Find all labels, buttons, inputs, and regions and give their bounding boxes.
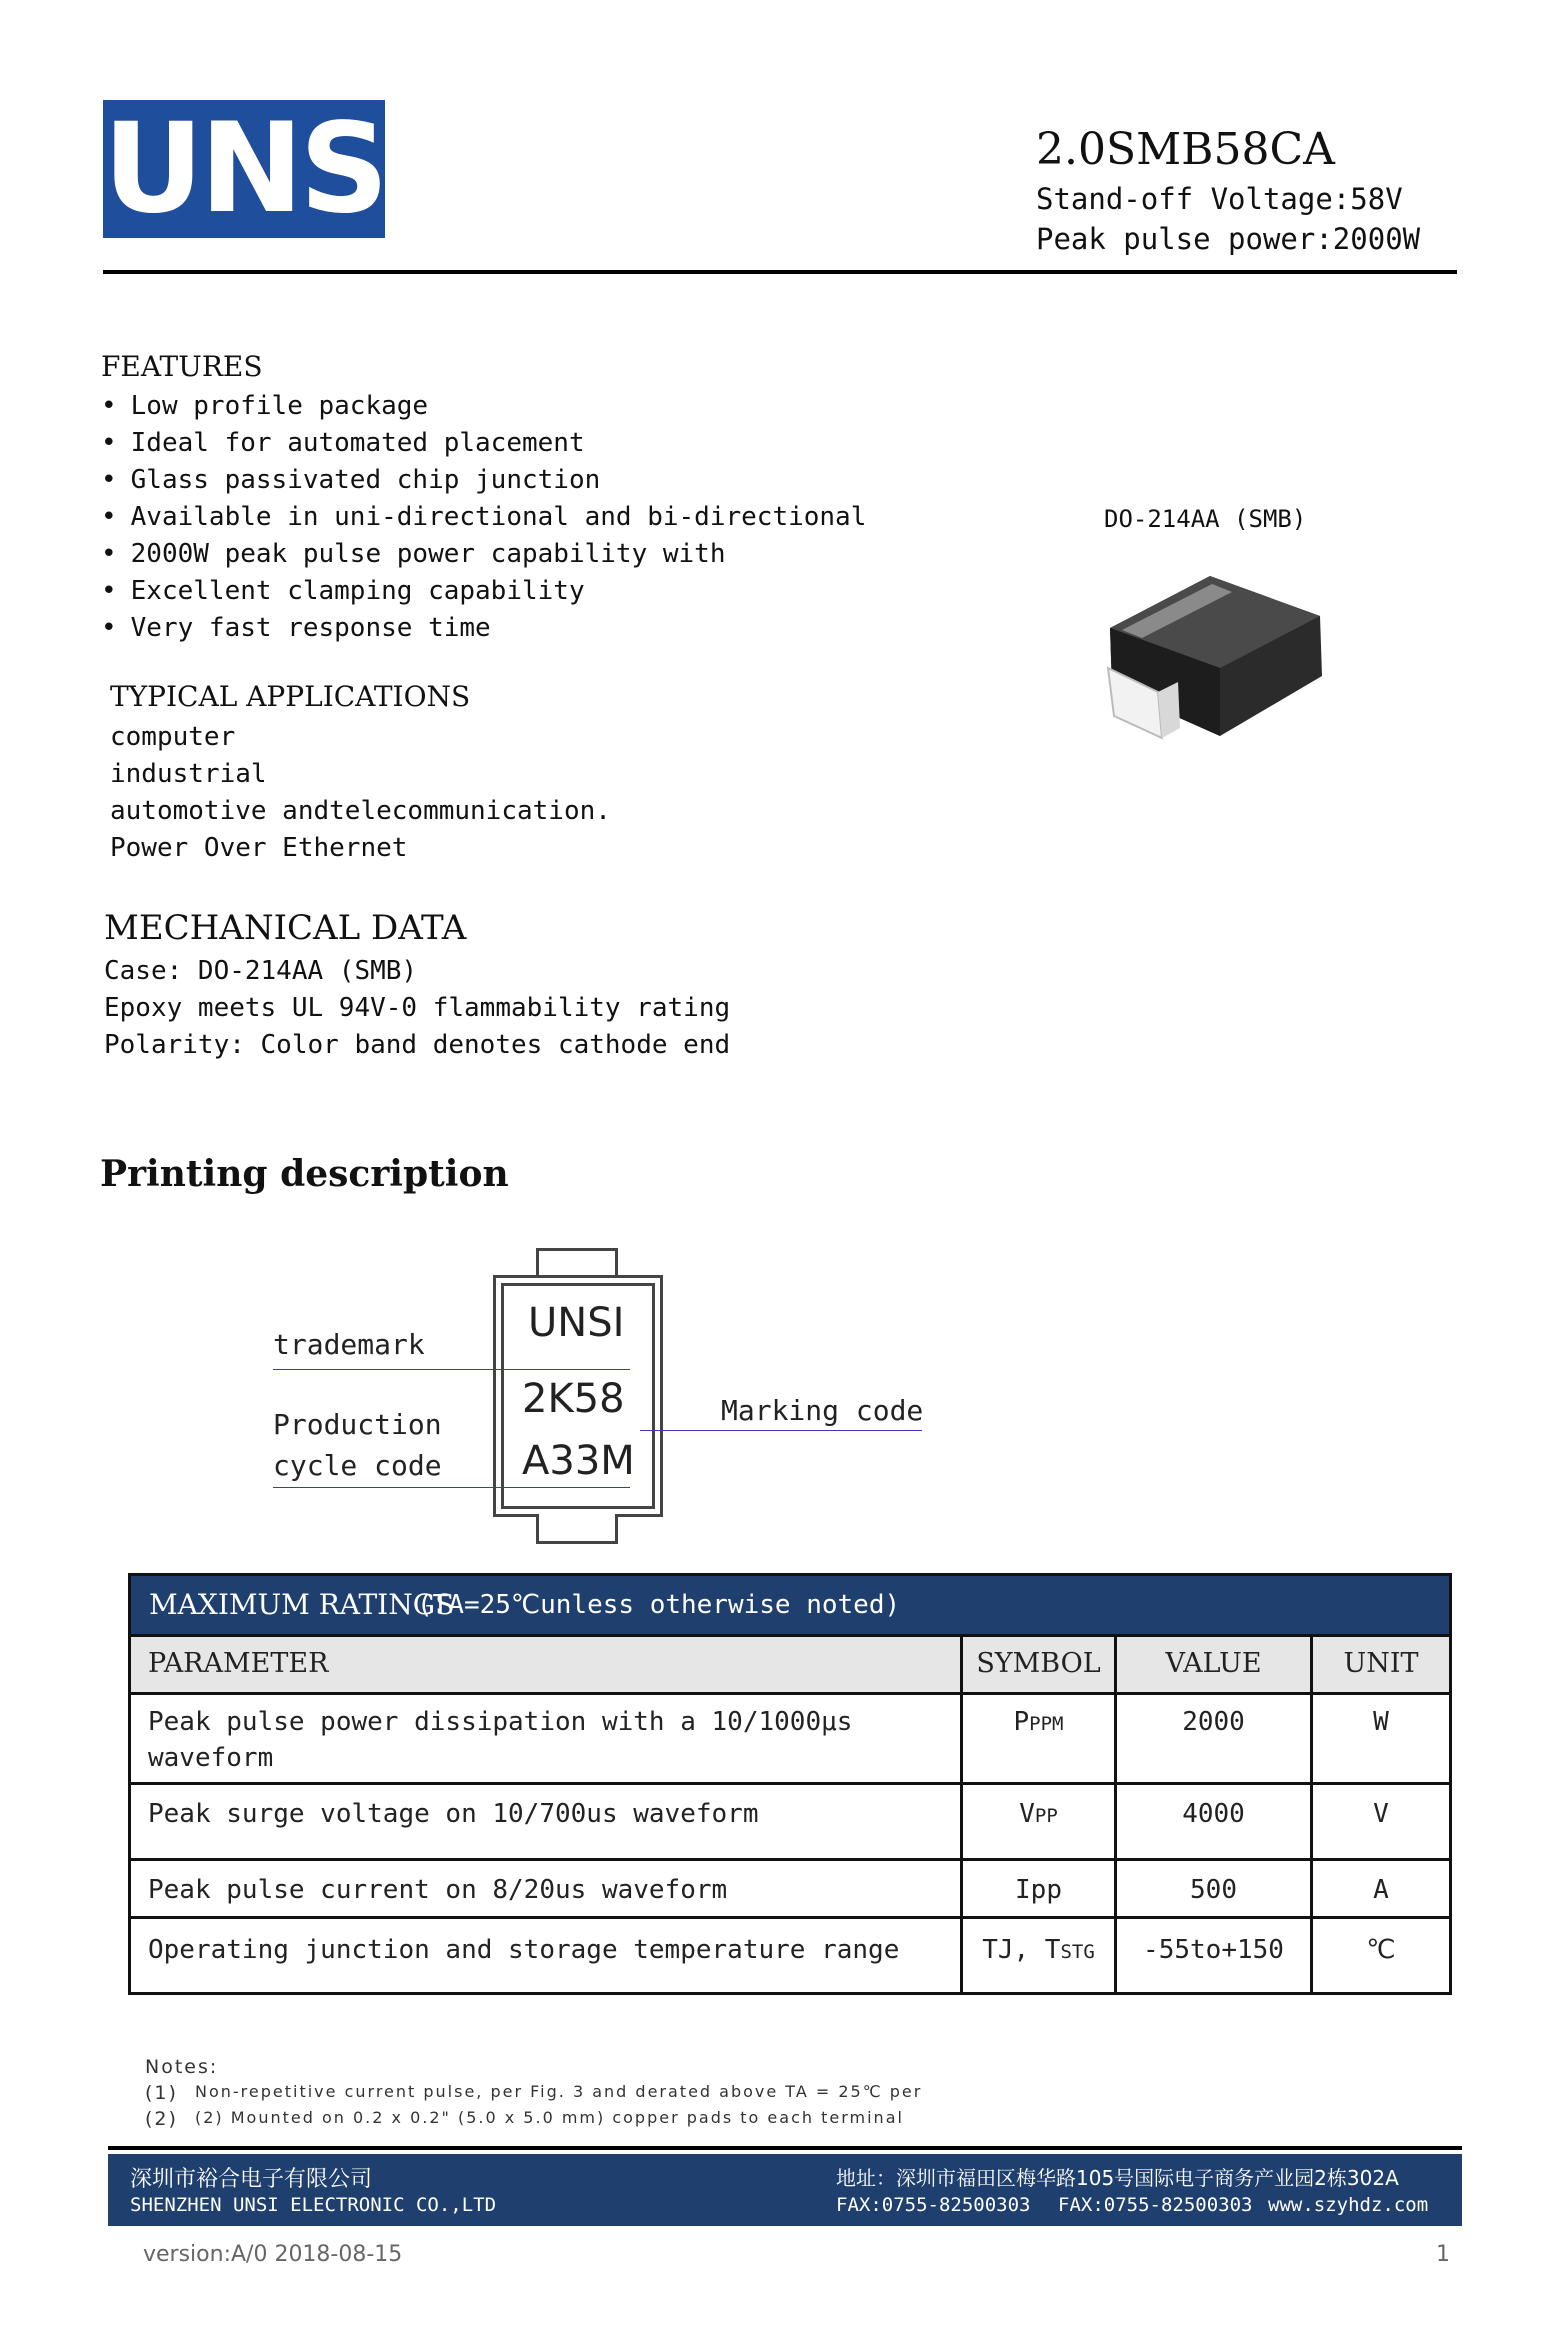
unsi-logo [103, 97, 427, 241]
footer-divider [108, 2146, 1462, 2150]
logo-text: UNSI [103, 97, 427, 241]
note-1: Non-repetitive current pulse, per Fig. 3 and derated above TA = 25℃ per [195, 2082, 923, 2101]
marking-leader-line [640, 1430, 922, 1431]
marking-tab-bottom [536, 1514, 618, 1544]
page-number: 1 [1436, 2242, 1450, 2267]
symbol-sub: PP [1034, 1805, 1058, 1827]
mechanical-item: Epoxy meets UL 94V-0 flammability rating [104, 993, 731, 1023]
row-symbol [963, 1796, 1114, 1834]
table-rule [131, 1692, 1449, 1695]
applications-list [110, 719, 611, 867]
row-symbol [963, 1872, 1114, 1910]
header-symbol: SYMBOL [976, 1648, 1101, 1679]
marking-line-trademark: UNSI [528, 1300, 625, 1346]
row-parameter: Operating junction and storage temperature range [148, 1935, 900, 1965]
row-value: -55to+150 [1143, 1935, 1284, 1965]
ratings-title-bar [131, 1576, 1449, 1634]
header-value: VALUE [1165, 1648, 1262, 1679]
feature-item: • Low profile package [101, 388, 866, 425]
note-2-number: (2) [145, 2108, 178, 2130]
feature-item: • Ideal for automated placement [101, 425, 866, 462]
feature-item: • 2000W peak pulse power capability with [101, 536, 866, 573]
marking-tab-top [536, 1248, 618, 1278]
mechanical-title: MECHANICAL DATA [104, 908, 467, 948]
part-number: 2.0SMB58CA [1036, 124, 1335, 175]
ratings-condition: (TA=25℃unless otherwise noted) [417, 1590, 901, 1620]
mechanical-item: Case: DO-214AA (SMB) [104, 956, 418, 986]
row-parameter: Peak surge voltage on 10/700us waveform [148, 1799, 759, 1829]
symbol-main: TJ, T [982, 1935, 1061, 1965]
company-website: www.szyhdz.com [1268, 2194, 1429, 2216]
marking-line-code: 2K58 [522, 1376, 625, 1422]
header-unit: UNIT [1343, 1648, 1419, 1679]
trademark-label: trademark [273, 1328, 425, 1361]
application-item: industrial [110, 759, 267, 789]
version-label: version:A/0 2018-08-15 [143, 2242, 403, 2267]
table-rule [131, 1858, 1449, 1861]
company-address: 地址：深圳市福田区梅华路105号国际电子商务产业园2栋302A [836, 2166, 1399, 2190]
row-unit: ℃ [1366, 1935, 1396, 1965]
row-value: 2000 [1182, 1707, 1245, 1737]
row-unit: V [1373, 1799, 1389, 1829]
peak-pulse-power: Peak pulse power:2000W [1036, 222, 1421, 256]
note-2: (2) Mounted on 0.2 x 0.2" (5.0 x 5.0 mm) copper pads to each terminal [195, 2108, 904, 2127]
row-parameter-cont: waveform [148, 1743, 274, 1773]
fax-1: FAX:0755-82500303 [836, 2194, 1031, 2216]
application-item: computer [110, 722, 236, 752]
row-value: 500 [1190, 1875, 1237, 1905]
production-label-2: cycle code [273, 1449, 442, 1482]
package-label: DO-214AA (SMB) [1104, 505, 1307, 533]
standoff-voltage: Stand-off Voltage:58V [1036, 182, 1403, 216]
note-1-number: (1) [145, 2082, 178, 2104]
features-list [101, 388, 866, 647]
features-title: FEATURES [101, 350, 263, 383]
company-name-en: SHENZHEN UNSI ELECTRONIC CO.,LTD [130, 2194, 497, 2216]
trademark-leader-line [273, 1369, 630, 1370]
mechanical-item: Polarity: Color band denotes cathode end [104, 1030, 731, 1060]
notes-title: Notes: [145, 2056, 219, 2078]
footer-bar [108, 2154, 1462, 2226]
applications-title: TYPICAL APPLICATIONS [110, 680, 471, 713]
marking-line-cycle: A33M [522, 1438, 635, 1484]
symbol-main: Ipp [1015, 1875, 1062, 1905]
header-parameter: PARAMETER [148, 1648, 329, 1679]
printing-title: Printing description [100, 1153, 509, 1195]
production-label-1: Production [273, 1408, 442, 1441]
table-rule [131, 1916, 1449, 1919]
ratings-title: MAXIMUM RATINGS [149, 1588, 455, 1621]
feature-item: • Available in uni-directional and bi-directional [101, 499, 866, 536]
application-item: Power Over Ethernet [110, 833, 408, 863]
production-leader-line [273, 1487, 630, 1488]
company-name-cn: 深圳市裕合电子有限公司 [130, 2167, 373, 2192]
row-symbol [963, 1932, 1114, 1970]
feature-item: • Glass passivated chip junction [101, 462, 866, 499]
symbol-sub: PPM [1029, 1713, 1064, 1735]
fax-2: FAX:0755-82500303 [1058, 2194, 1253, 2216]
symbol-main: P [1013, 1707, 1030, 1737]
header-divider [103, 270, 1457, 274]
symbol-sub: STG [1060, 1941, 1095, 1963]
row-symbol [963, 1704, 1114, 1742]
row-unit: W [1373, 1707, 1389, 1737]
marking-code-label: Marking code [721, 1394, 924, 1427]
symbol-main: V [1019, 1799, 1035, 1829]
table-rule [131, 1634, 1449, 1637]
application-item: automotive andtelecommunication. [110, 796, 611, 826]
feature-item: • Very fast response time [101, 610, 866, 647]
row-parameter: Peak pulse power dissipation with a 10/1000μs [148, 1707, 853, 1737]
row-value: 4000 [1182, 1799, 1245, 1829]
table-rule [131, 1782, 1449, 1785]
row-parameter: Peak pulse current on 8/20us waveform [148, 1875, 728, 1905]
row-unit: A [1373, 1875, 1389, 1905]
smb-package-image [1100, 568, 1330, 758]
feature-item: • Excellent clamping capability [101, 573, 866, 610]
mechanical-list [104, 953, 730, 1064]
